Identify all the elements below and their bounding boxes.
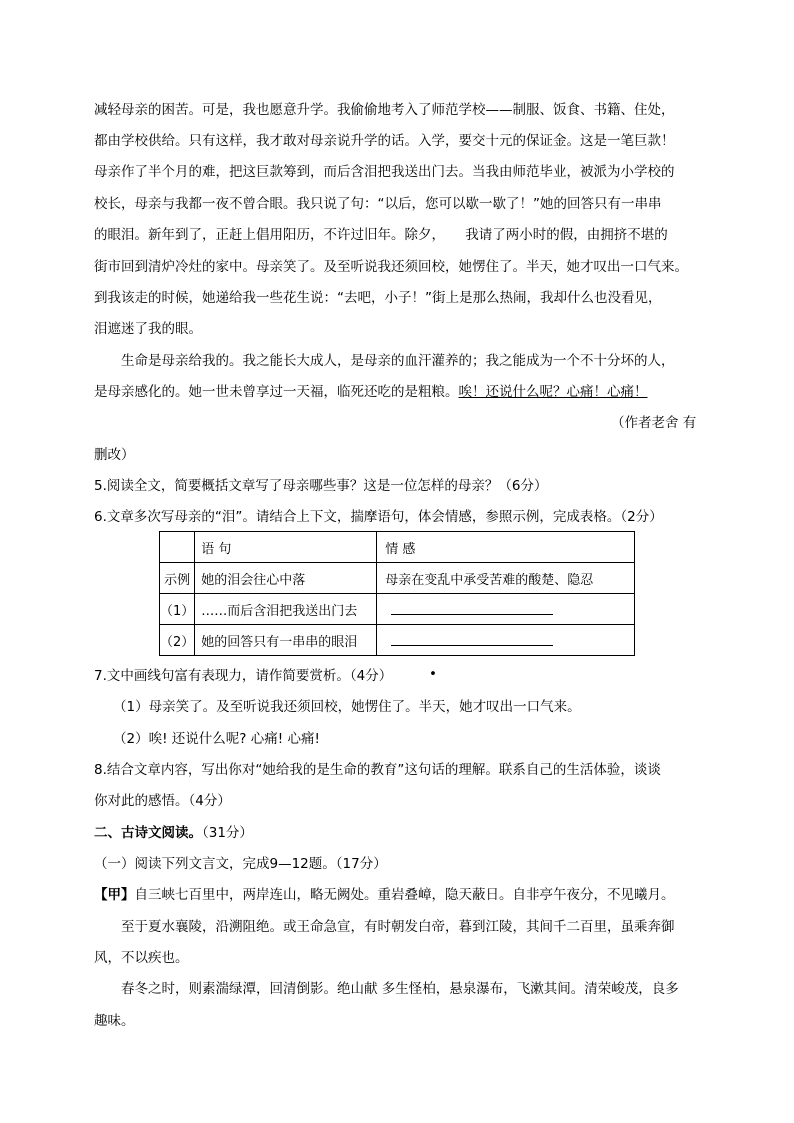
para2-plain-text: 是母亲感化的。她一世未曾享过一天福，临死还吃的是粗粮。 [94, 384, 459, 400]
passage-para2-line1: 生命是母亲给我的。我之能长大成人，是母亲的血汗灌养的；我之能成为一个不十分坏的人， [121, 353, 675, 369]
table-row [160, 563, 635, 594]
section-2-score: （31分） [202, 825, 253, 841]
passage-line: 到我该走的时候，她递给我一些花生说：“去吧，小子！”街上是那么热闹，我却什么也没看见， [94, 290, 662, 306]
section-2-title: 二、古诗文阅读。 [94, 825, 202, 841]
passage-line: 街市回到清炉冷灶的家中。母亲笑了。及至听说我还须回校，她愣住了。半天，她才叹出一口气来。 [94, 259, 688, 275]
classical-text-line: 趣味。 [94, 1013, 135, 1029]
passage-line: 泪遮迷了我的眼。 [94, 321, 202, 337]
passage-para2-line2 [94, 383, 648, 401]
question-7-item-1: （1）母亲笑了。及至听说我还须回校，她愣住了。半天，她才叹出一口气来。 [113, 699, 581, 715]
source-attribution: （作者老舍 有 [611, 415, 697, 431]
question-8-line2: 你对此的感悟。（4分） [94, 793, 231, 809]
passage-line: 的眼泪。新年到了，正赶上倡用阳历，不许过旧年。除夕， 我请了两小时的假，由拥挤不堪的 [94, 227, 668, 243]
passage-line: 校长，母亲与我都一夜不曾合眼。我只说了句：“以后，您可以歇一歇了！”她的回答只有一串串 [94, 196, 662, 212]
table-header-cell: 情 感 [377, 532, 635, 563]
section-2-heading [94, 824, 253, 842]
table-cell: 她的回答只有一串串的眼泪 [195, 625, 377, 656]
question-7: 7.文中画线句富有表现力，请作简要赏析。（4分） [94, 668, 393, 684]
table-header-cell [160, 532, 195, 563]
passage-line: 减轻母亲的困苦。可是，我也愿意升学。我偷偷地考入了师范学校——制服、饭食、书籍、住处， [94, 102, 675, 118]
jia-label: 【甲】 [94, 887, 135, 903]
jia-text: 自三峡七百里中，两岸连山，略无阙处。重岩叠嶂，隐天蔽日。自非亭午夜分，不见曦月。 [134, 887, 675, 903]
table-cell: （1） [160, 594, 195, 625]
classical-text-line: 风，不以疾也。 [94, 950, 189, 966]
table-cell: 她的泪会往心中落 [195, 563, 377, 594]
answer-table [159, 531, 635, 656]
classical-text-line: 春冬之时，则素湍绿潭，回清倒影。绝山献 多生怪柏，悬泉瀑布，飞漱其间。清荣峻茂，良多 [121, 981, 679, 997]
answer-blank-cell[interactable] [377, 594, 635, 625]
table-cell: （2） [160, 625, 195, 656]
subsection-1-heading: （一）阅读下列文言文，完成9—12题。（17分） [94, 856, 387, 872]
passage-line: 都由学校供给。只有这样，我才敢对母亲说升学的话。入学，要交十元的保证金。这是一笔巨款！ [94, 133, 675, 149]
passage-line: 母亲作了半个月的难，把这巨款筹到，而后含泪把我送出门去。当我由师范毕业，被派为小学校的 [94, 164, 675, 180]
answer-blank[interactable] [391, 600, 553, 615]
table-header-cell: 语 句 [195, 532, 377, 563]
table-cell: 示例 [160, 563, 195, 594]
classical-text-line: 至于夏水襄陵，沿溯阻绝。或王命急宣，有时朝发白帝，暮到江陵，其间千二百里，虽乘奔御 [121, 919, 675, 935]
question-7-item-2: （2）唉! 还说什么呢? 心痛! 心痛! [113, 731, 320, 747]
table-cell: 母亲在变乱中承受苦难的酸楚、隐忍 [377, 563, 635, 594]
source-attribution-cont: 删改） [94, 447, 135, 463]
question-6: 6.文章多次写母亲的“泪”。请结合上下文，揣摩语句，体会情感，参照示例，完成表格。（2分） [94, 509, 663, 525]
underlined-sentence: 唉！还说什么呢？心痛！心痛！ [458, 384, 648, 400]
stray-dot: • [429, 666, 437, 682]
question-8-line1: 8.结合文章内容，写出你对“她给我的是生命的教育”这句话的理解。联系自己的生活体验，谈谈 [94, 762, 661, 778]
table-header-row [160, 532, 635, 563]
table-cell: ……而后含泪把我送出门去 [195, 594, 377, 625]
question-5: 5.阅读全文，简要概括文章写了母亲哪些事？这是一位怎样的母亲？（6分） [94, 478, 548, 494]
answer-blank-cell[interactable] [377, 625, 635, 656]
table-row [160, 625, 635, 656]
table-row [160, 594, 635, 625]
answer-blank[interactable] [391, 631, 553, 646]
classical-text-jia-line1 [94, 886, 675, 904]
